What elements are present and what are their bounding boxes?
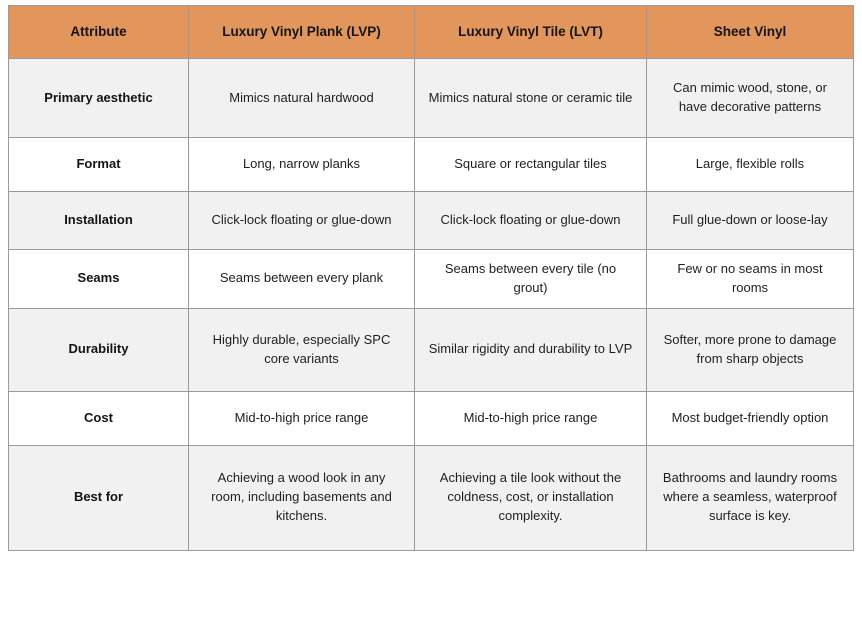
row-label-best-for: Best for <box>9 445 189 550</box>
row-label-seams: Seams <box>9 250 189 309</box>
header-row <box>9 6 854 59</box>
table-row <box>9 59 854 138</box>
row-label-cost: Cost <box>9 391 189 445</box>
table-row <box>9 192 854 250</box>
cell-primary-aesthetic-lvp: Mimics natural hardwood <box>189 59 415 138</box>
cell-installation-lvt: Click-lock floating or glue-down <box>415 192 647 250</box>
cell-durability-sheet: Softer, more prone to damage from sharp objects <box>647 308 854 391</box>
cell-best-for-lvp: Achieving a wood look in any room, including basements and kitchens. <box>189 445 415 550</box>
cell-best-for-lvt: Achieving a tile look without the coldness, cost, or installation complexity. <box>415 445 647 550</box>
table-row <box>9 391 854 445</box>
column-header-lvp: Luxury Vinyl Plank (LVP) <box>189 6 415 59</box>
row-label-format: Format <box>9 138 189 192</box>
row-label-durability: Durability <box>9 308 189 391</box>
table-row <box>9 138 854 192</box>
row-label-primary-aesthetic: Primary aesthetic <box>9 59 189 138</box>
cell-seams-lvp: Seams between every plank <box>189 250 415 309</box>
cell-cost-sheet: Most budget-friendly option <box>647 391 854 445</box>
cell-primary-aesthetic-sheet: Can mimic wood, stone, or have decorative patterns <box>647 59 854 138</box>
table-row <box>9 308 854 391</box>
cell-seams-lvt: Seams between every tile (no grout) <box>415 250 647 309</box>
column-header-lvt: Luxury Vinyl Tile (LVT) <box>415 6 647 59</box>
cell-cost-lvt: Mid-to-high price range <box>415 391 647 445</box>
cell-primary-aesthetic-lvt: Mimics natural stone or ceramic tile <box>415 59 647 138</box>
cell-cost-lvp: Mid-to-high price range <box>189 391 415 445</box>
table-header <box>9 6 854 59</box>
column-header-sheet-vinyl: Sheet Vinyl <box>647 6 854 59</box>
column-header-attribute: Attribute <box>9 6 189 59</box>
cell-best-for-sheet: Bathrooms and laundry rooms where a seamless, waterproof surface is key. <box>647 445 854 550</box>
cell-installation-sheet: Full glue-down or loose-lay <box>647 192 854 250</box>
cell-format-lvt: Square or rectangular tiles <box>415 138 647 192</box>
comparison-table-container <box>8 5 853 551</box>
cell-durability-lvp: Highly durable, especially SPC core variants <box>189 308 415 391</box>
cell-format-lvp: Long, narrow planks <box>189 138 415 192</box>
row-label-installation: Installation <box>9 192 189 250</box>
cell-format-sheet: Large, flexible rolls <box>647 138 854 192</box>
table-row <box>9 250 854 309</box>
cell-installation-lvp: Click-lock floating or glue-down <box>189 192 415 250</box>
table-body <box>9 59 854 551</box>
vinyl-flooring-comparison-table <box>8 5 854 551</box>
cell-seams-sheet: Few or no seams in most rooms <box>647 250 854 309</box>
cell-durability-lvt: Similar rigidity and durability to LVP <box>415 308 647 391</box>
table-row <box>9 445 854 550</box>
